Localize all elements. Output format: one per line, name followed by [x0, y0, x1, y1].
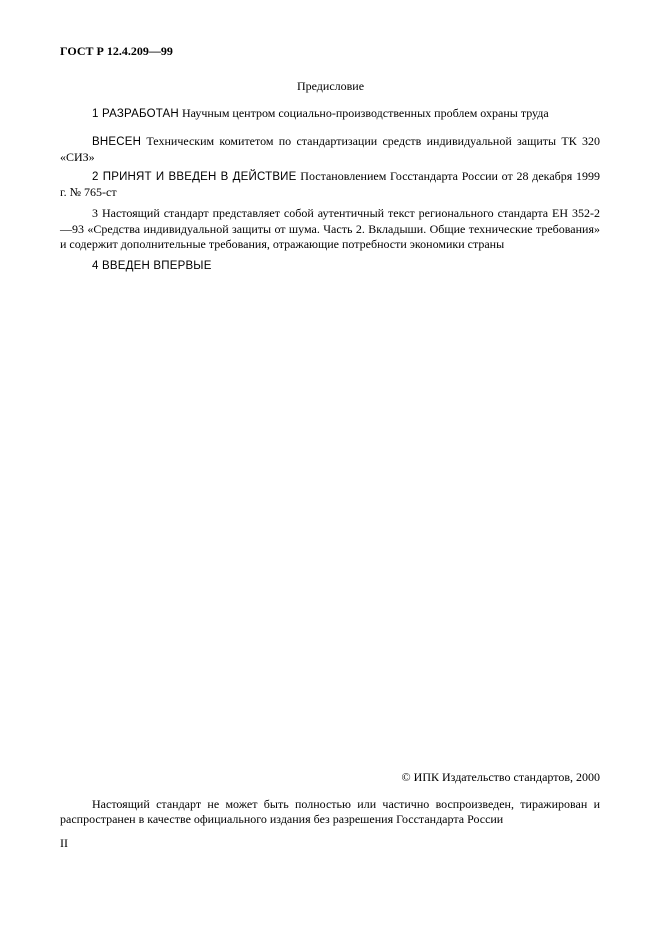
foreword-item-submitted: [60, 134, 600, 165]
foreword-item-2-text: Постановлением Госстандарта России от 28 декабря 1999 г. № 765-ст: [60, 169, 601, 199]
foreword-item-submitted-lead: ВНЕСЕН: [92, 136, 142, 148]
foreword-title: Предисловие: [296, 79, 365, 93]
copyright-line: © ИПК Издательство стандартов, 2000: [401, 770, 600, 784]
page-number: II: [60, 836, 68, 850]
foreword-item-1-text: Научным центром социально-производственных проблем охраны труда: [178, 106, 549, 120]
foreword-item-1: [60, 106, 600, 122]
foreword-item-submitted-text: Техническим комитетом по стандартизации средств индивидуальной защиты ТК 320 «СИЗ»: [60, 134, 600, 164]
foreword-item-2-lead: 2 ПРИНЯТ И ВВЕДЕН В ДЕЙСТВИЕ: [92, 171, 297, 183]
document-code: ГОСТ Р 12.4.209—99: [60, 44, 173, 58]
foreword-item-4-lead: 4 ВВЕДЕН ВПЕРВЫЕ: [92, 260, 212, 272]
foreword-item-3: [60, 206, 600, 252]
reproduction-notice: Настоящий стандарт не может быть полностью или частично воспроизведен, тиражирован и распространен в качестве официального издания без разрешения Госстандарта России: [60, 797, 600, 826]
foreword-item-3-text: 3 Настоящий стандарт представляет собой аутентичный текст регионального стандарта ЕН 352-2—93 «Средства индивидуальной защиты от шума. Часть 2. Вкладыши. Общие технические требования» и содержит дополнительные требования, отражающие потребности экономики страны: [60, 206, 600, 251]
foreword-item-1-lead: 1 РАЗРАБОТАН: [92, 108, 179, 120]
foreword-item-4: [60, 258, 600, 274]
foreword-item-2: [60, 169, 600, 200]
